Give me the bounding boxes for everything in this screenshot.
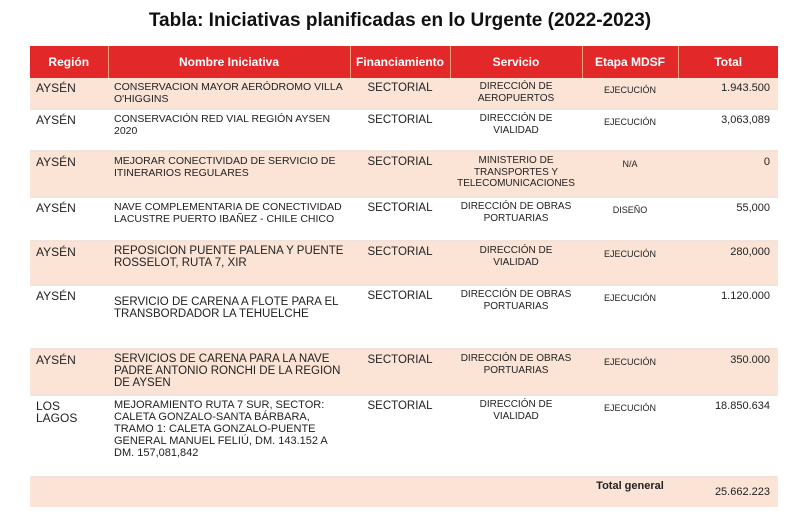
cell-servicio: DIRECCIÓN DE VIALIDAD (450, 241, 582, 285)
header-region: Región (30, 46, 108, 78)
cell-etapa: DISEÑO (582, 197, 678, 241)
total-row (30, 477, 778, 507)
cell-total: 55,000 (678, 197, 778, 241)
table-row (30, 197, 778, 241)
cell-total: 3,063,089 (678, 109, 778, 151)
cell-total: 0 (678, 151, 778, 197)
cell-servicio: MINISTERIO DE TRANSPORTES Y TELECOMUNICACIONES (450, 151, 582, 197)
cell-servicio: DIRECCIÓN DE VIALIDAD (450, 395, 582, 477)
cell-total: 280,000 (678, 241, 778, 285)
cell-etapa: N/A (582, 151, 678, 197)
cell-nombre: REPOSICION PUENTE PALENA Y PUENTE ROSSELOT, RUTA 7, XIR (108, 241, 350, 285)
cell-nombre: SERVICIOS DE CARENA PARA LA NAVE PADRE ANTONIO RONCHI DE LA REGION DE AYSEN (108, 349, 350, 395)
cell-financiamiento: SECTORIAL (350, 349, 450, 395)
table-header-row (30, 46, 778, 78)
cell-servicio: DIRECCIÓN DE OBRAS PORTUARIAS (450, 349, 582, 395)
cell-total: 350.000 (678, 349, 778, 395)
cell-nombre: NAVE COMPLEMENTARIA DE CONECTIVIDAD LACUSTRE PUERTO IBAÑEZ - CHILE CHICO (108, 197, 350, 241)
cell-region: AYSÉN (30, 285, 108, 349)
table-row (30, 285, 778, 349)
cell-etapa: EJECUCIÓN (582, 285, 678, 349)
table-row (30, 78, 778, 109)
cell-nombre: CONSERVACIÓN RED VIAL REGIÓN AYSEN 2020 (108, 109, 350, 151)
cell-region: AYSÉN (30, 78, 108, 109)
cell-etapa: EJECUCIÓN (582, 241, 678, 285)
cell-financiamiento: SECTORIAL (350, 197, 450, 241)
table-row (30, 349, 778, 395)
cell-servicio: DIRECCIÓN DE AEROPUERTOS (450, 78, 582, 109)
cell-nombre: SERVICIO DE CARENA A FLOTE PARA EL TRANSBORDADOR LA TEHUELCHE (108, 285, 350, 349)
cell-servicio: DIRECCIÓN DE VIALIDAD (450, 109, 582, 151)
total-general-label: Total general (582, 477, 678, 507)
header-financiamiento: Financiamiento (350, 46, 450, 78)
cell-nombre: MEJORAR CONECTIVIDAD DE SERVICIO DE ITINERARIOS REGULARES (108, 151, 350, 197)
cell-total: 18.850.634 (678, 395, 778, 477)
cell-etapa: EJECUCIÓN (582, 395, 678, 477)
cell-servicio: DIRECCIÓN DE OBRAS PORTUARIAS (450, 285, 582, 349)
cell-nombre: CONSERVACION MAYOR AERÓDROMO VILLA O'HIGGINS (108, 78, 350, 109)
header-nombre: Nombre Iniciativa (108, 46, 350, 78)
cell-etapa: EJECUCIÓN (582, 109, 678, 151)
header-etapa: Etapa MDSF (582, 46, 678, 78)
cell-etapa: EJECUCIÓN (582, 78, 678, 109)
cell-region: AYSÉN (30, 151, 108, 197)
cell-total: 1.943.500 (678, 78, 778, 109)
total-general-value: 25.662.223 (678, 477, 778, 507)
cell-etapa: EJECUCIÓN (582, 349, 678, 395)
table-row (30, 109, 778, 151)
cell-financiamiento: SECTORIAL (350, 109, 450, 151)
cell-financiamiento: SECTORIAL (350, 78, 450, 109)
header-total: Total (678, 46, 778, 78)
cell-financiamiento: SECTORIAL (350, 151, 450, 197)
cell-region: AYSÉN (30, 241, 108, 285)
cell-nombre: MEJORAMIENTO RUTA 7 SUR, SECTOR: CALETA GONZALO-SANTA BÁRBARA, TRAMO 1: CALETA GONZALO-PUENTE GENERAL MANUEL FELIÚ, DM. 143.152 A DM. 157,081,842 (108, 395, 350, 477)
cell-total: 1.120.000 (678, 285, 778, 349)
cell-financiamiento: SECTORIAL (350, 395, 450, 477)
initiatives-table (30, 46, 778, 507)
cell-financiamiento: SECTORIAL (350, 241, 450, 285)
cell-region: AYSÉN (30, 109, 108, 151)
table-row (30, 395, 778, 477)
cell-region: LOS LAGOS (30, 395, 108, 477)
table-row (30, 241, 778, 285)
table-row (30, 151, 778, 197)
cell-region: AYSÉN (30, 349, 108, 395)
cell-region: AYSÉN (30, 197, 108, 241)
cell-servicio: DIRECCIÓN DE OBRAS PORTUARIAS (450, 197, 582, 241)
cell-financiamiento: SECTORIAL (350, 285, 450, 349)
page-title: Tabla: Iniciativas planificadas en lo Urgente (2022-2023) (148, 10, 652, 31)
header-servicio: Servicio (450, 46, 582, 78)
